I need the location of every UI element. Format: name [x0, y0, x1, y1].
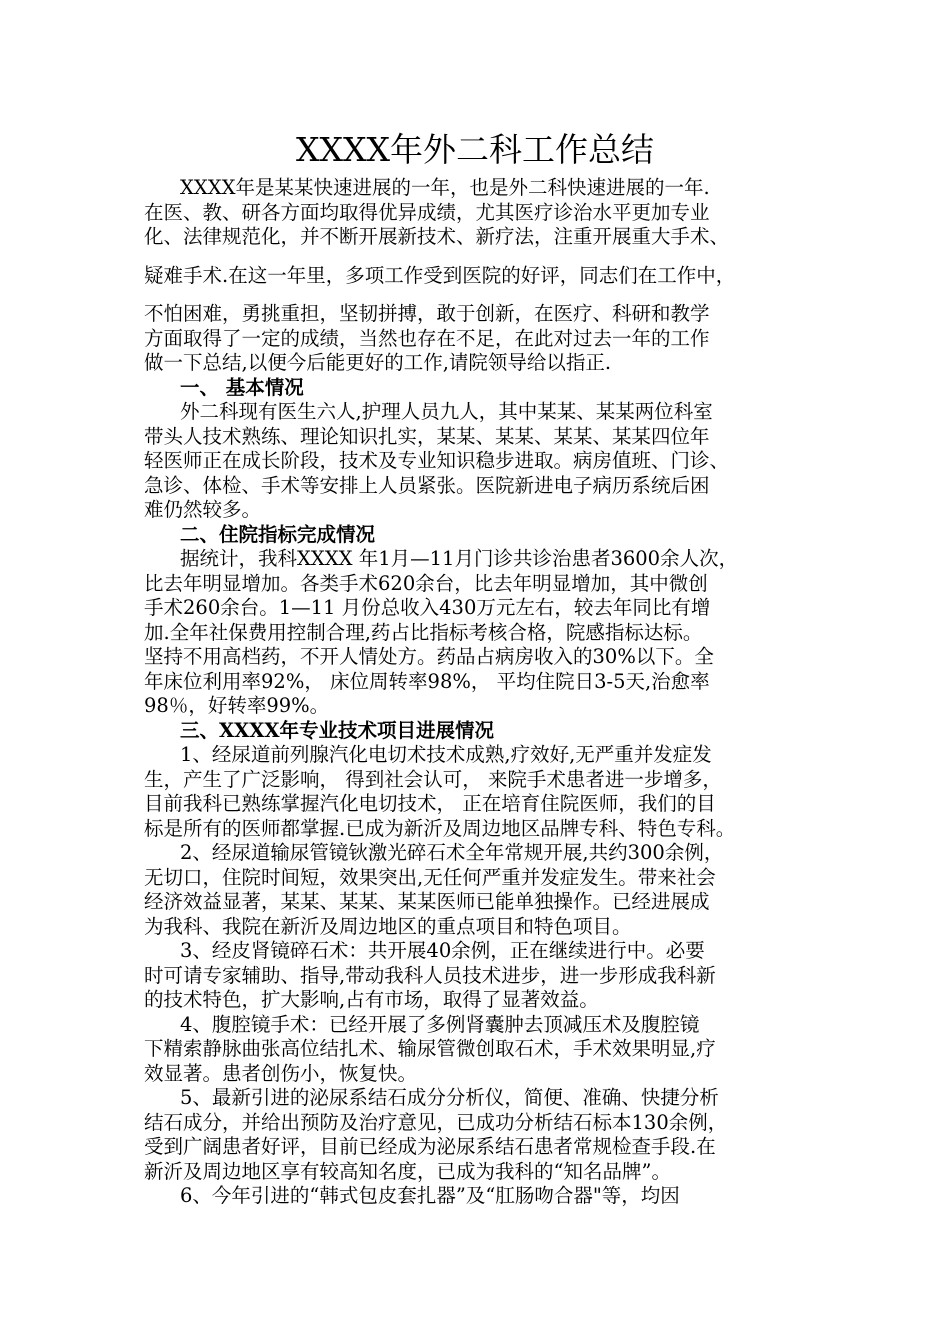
paragraph-line: 化、法律规范化，并不断开展新技术、新疗法，注重开展重大手术、: [144, 225, 730, 248]
paragraph-line: 无切口，住院时间短，效果突出,无任何严重并发症发生。带来社会: [144, 865, 716, 889]
paragraph-line: 5、最新引进的泌尿系结石成分分析仪，简便、准确、快捷分析: [180, 1086, 719, 1109]
paragraph-line: 目前我科已熟练掌握汽化电切技术， 正在培育住院医师，我们的目: [144, 792, 716, 815]
paragraph-line: 新沂及周边地区享有较高知名度，已成为我科的“知名品牌”。: [144, 1159, 671, 1183]
paragraph-line: 轻医师正在成长阶段，技术及专业知识稳步进取。病房值班、门诊、: [144, 449, 730, 472]
paragraph-line: 生，产生了广泛影响， 得到社会认可， 来院手术患者进一步增多，: [144, 767, 722, 791]
paragraph-line: 方面取得了一定的成绩，当然也存在不足，在此对过去一年的工作: [144, 326, 710, 350]
paragraph-line: 效显著。患者创伤小，恢复快。: [144, 1061, 418, 1085]
paragraph-line: 下精索静脉曲张高位结扎术、输尿管微创取石术，手术效果明显,疗: [144, 1037, 716, 1060]
paragraph-line: 标是所有的医师都掌握.已成为新沂及周边地区品牌专科、特色专科。: [144, 816, 736, 840]
paragraph-line: 做一下总结,以便今后能更好的工作,请院领导给以指正.: [144, 351, 612, 374]
paragraph-line: 98％，好转率99%。: [144, 694, 330, 717]
paragraph-line: 3、经皮肾镜碎石术：共开展40余例，正在继续进行中。必要: [180, 939, 705, 962]
paragraph-line: 1、经尿道前列腺汽化电切术技术成熟,疗效好,无严重并发症发: [180, 743, 712, 766]
paragraph-line: 坚持不用高档药，不开人情处方。药品占病房收入的30%以下。全: [144, 645, 714, 668]
paragraph-line: 6、今年引进的“韩式包皮套扎器”及“肛肠吻合器"等，均因: [180, 1184, 680, 1207]
paragraph-line: 不怕困难，勇挑重担，坚韧拼搏，敢于创新，在医疗、科研和教学: [144, 302, 710, 325]
section-heading-hospital-indicators: 二、住院指标完成情况: [180, 522, 376, 546]
paragraph-line: 受到广阔患者好评，目前已经成为泌尿系结石患者常规检查手段.在: [144, 1135, 716, 1158]
paragraph-line: 难仍然较多。: [144, 498, 262, 521]
paragraph-line: 年床位利用率92%， 床位周转率98%， 平均住院日3-5天,治愈率: [144, 669, 710, 693]
paragraph-line: 外二科现有医生六人,护理人员九人，其中某某、某某两位科室: [180, 400, 713, 423]
section-heading-basic: 一、 基本情况: [180, 375, 304, 399]
paragraph-line: 4、腹腔镜手术：已经开展了多例肾囊肿去顶减压术及腹腔镜: [180, 1012, 700, 1036]
paragraph-line: 疑难手术.在这一年里，多项工作受到医院的好评，同志们在工作中，: [144, 263, 736, 287]
paragraph-line: 加.全年社保费用控制合理,药占比指标考核合格，院感指标达标。: [144, 620, 703, 644]
paragraph-line: 急诊、体检、手术等安排上人员紧张。医院新进电子病历系统后困: [144, 473, 710, 497]
paragraph-line: 比去年明显增加。各类手术620余台，比去年明显增加，其中微创: [144, 571, 708, 595]
paragraph-line: 带头人技术熟练、理论知识扎实，某某、某某、某某、某某四位年: [144, 424, 710, 448]
paragraph-line: 手术260余台。1—11 月份总收入430万元左右，较去年同比有增: [144, 596, 711, 619]
document-title: XXXX年外二科工作总结: [296, 130, 654, 169]
paragraph-line: 2、经尿道输尿管镜钬激光碎石术全年常规开展,共约300余例，: [180, 841, 724, 864]
paragraph-line: 在医、教、研各方面均取得优异成绩，尤其医疗诊治水平更加专业: [144, 200, 710, 224]
paragraph-line: XXXX年是某某快速进展的一年，也是外二科快速进展的一年.: [180, 176, 710, 199]
paragraph-line: 时可请专家辅助、指导,带动我科人员技术进步，进一步形成我科新: [144, 963, 716, 987]
paragraph-line: 结石成分，并给出预防及治疗意见，已成功分析结石标本130余例，: [144, 1110, 728, 1134]
document-body: [144, 176, 824, 1209]
paragraph-line: 据统计，我科XXXX 年1月—11月门诊共诊治患者3600余人次，: [180, 547, 739, 570]
paragraph-line: 为我科、我院在新沂及周边地区的重点项目和特色项目。: [144, 914, 632, 938]
paragraph-line: 经济效益显著，某某、某某、某某医师已能单独操作。已经进展成: [144, 890, 710, 913]
paragraph-line: 的技术特色，扩大影响,占有市场，取得了显著效益。: [144, 988, 599, 1011]
section-heading-tech-projects: 三、XXXX年专业技术项目进展情况: [180, 718, 495, 742]
